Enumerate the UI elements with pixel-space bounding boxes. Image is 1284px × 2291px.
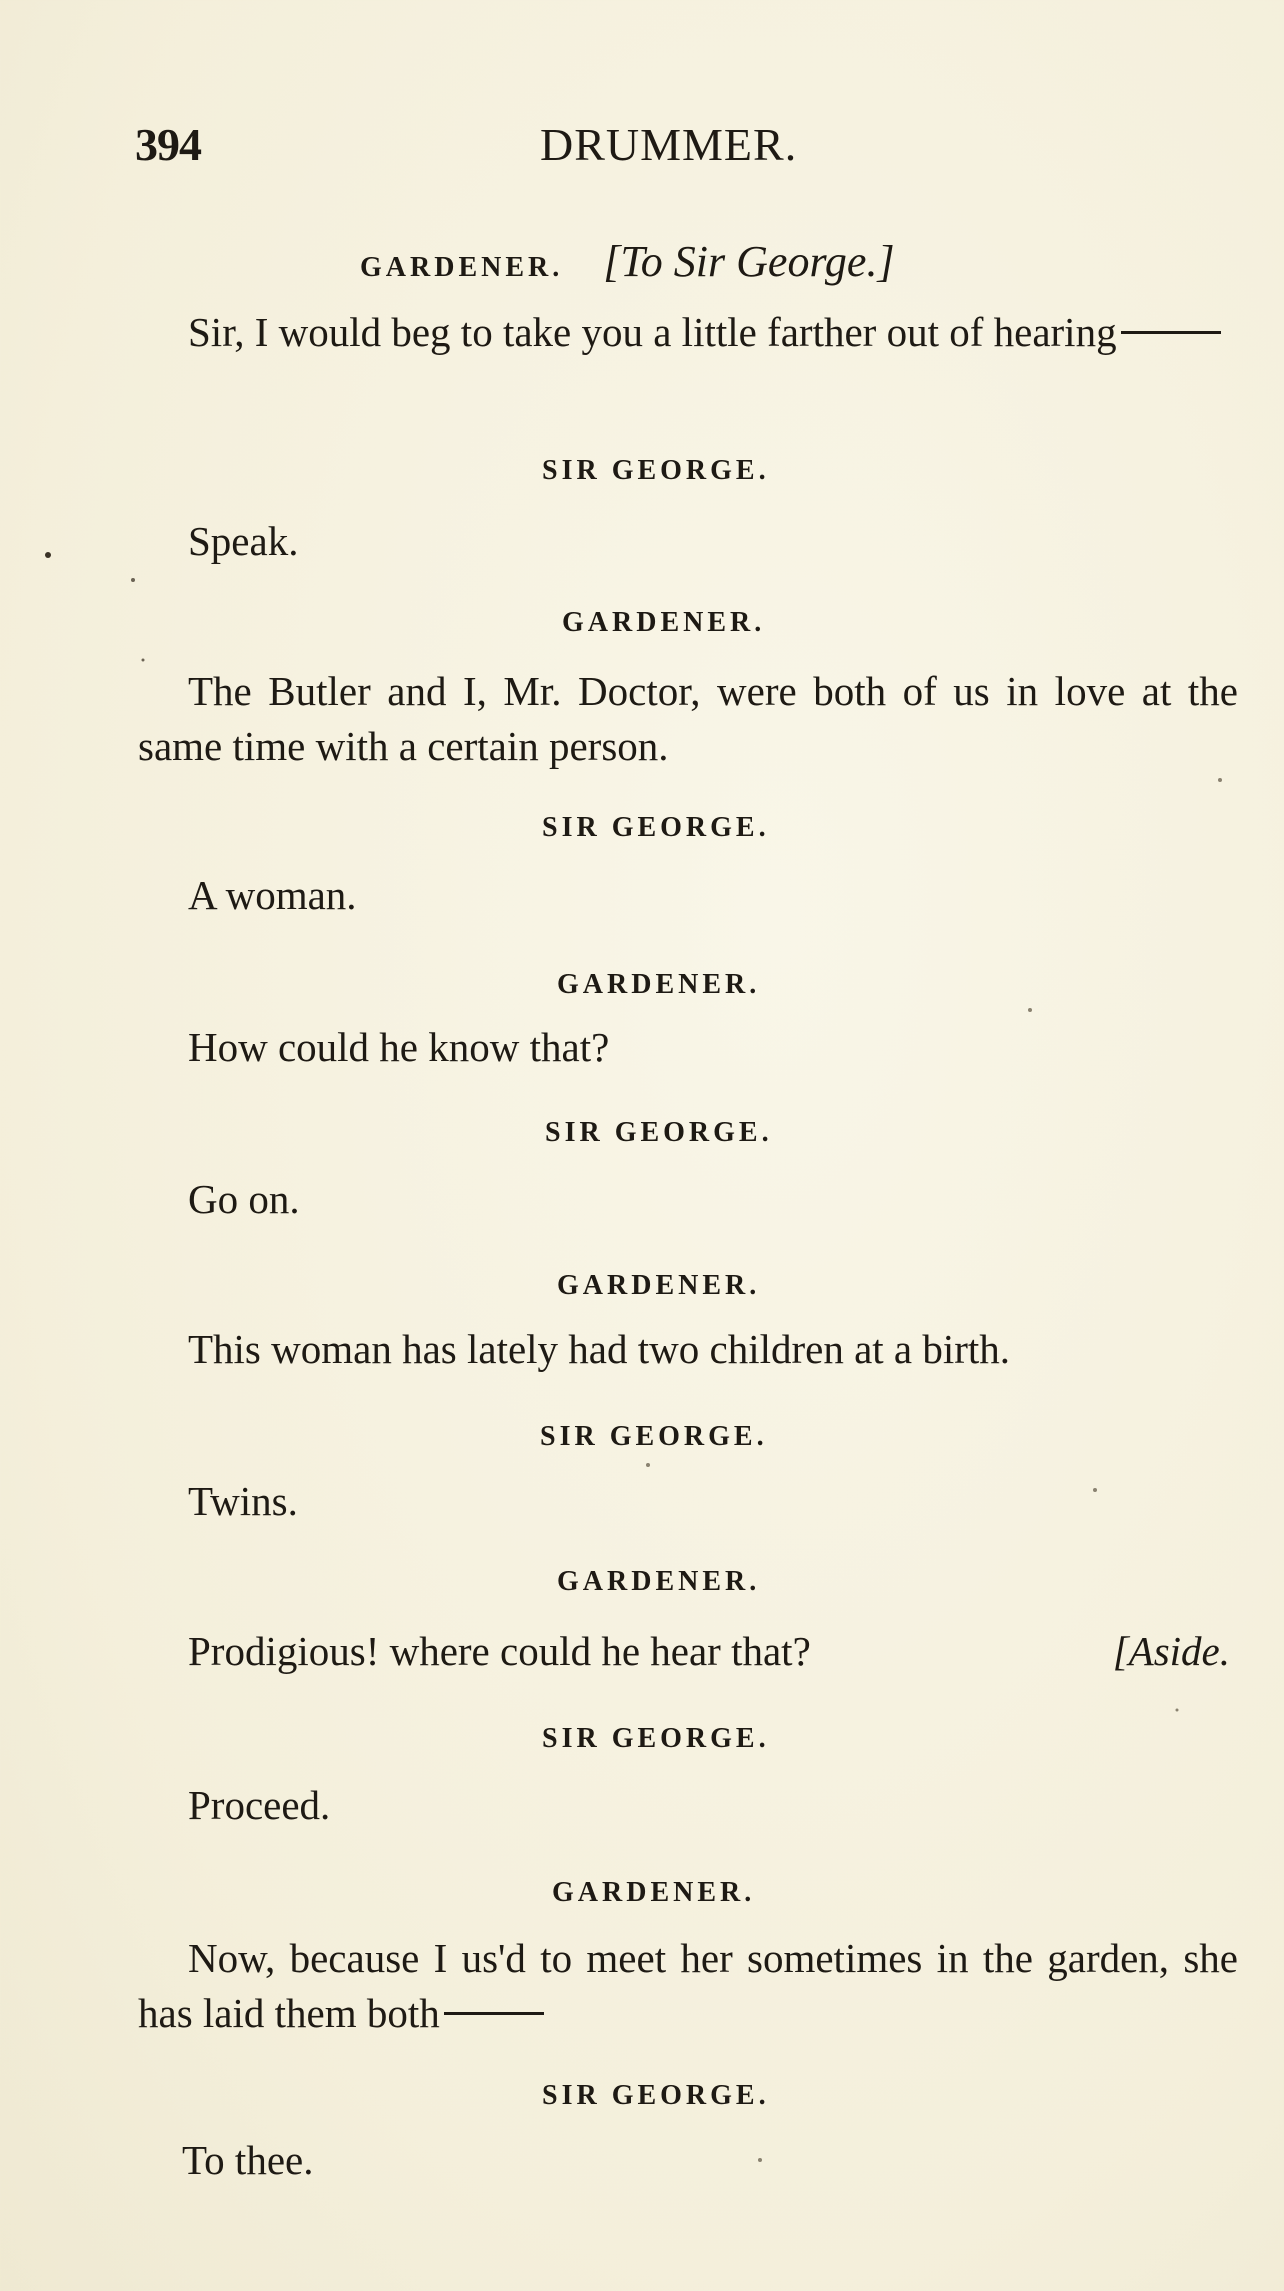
speaker-name: SIR GEORGE. xyxy=(542,455,770,486)
speech-text: This woman has lately had two children at a birth. xyxy=(188,1326,1011,1372)
em-dash xyxy=(444,2012,544,2015)
speaker-name: GARDENER. xyxy=(360,252,564,283)
aside-direction: [Aside. xyxy=(1112,1628,1230,1674)
speech-line: Prodigious! where could he hear that? xyxy=(188,1628,811,1674)
speaker-name: GARDENER. xyxy=(557,1566,761,1597)
speech-line: Now, because I us'd to meet her sometimes in the garden, she has laid them both xyxy=(138,1935,1238,2036)
speech-text: To thee. xyxy=(182,2137,314,2183)
speech-text: How could he know that? xyxy=(188,1024,610,1070)
speaker-name: GARDENER. xyxy=(557,1270,761,1301)
speech-text: Twins. xyxy=(188,1478,298,1524)
speech-text: Speak. xyxy=(188,518,299,564)
page-header xyxy=(135,118,1235,188)
speech-line: Sir, I would beg to take you a little farther out of hearing xyxy=(188,309,1117,355)
speaker-name: SIR GEORGE. xyxy=(542,812,770,843)
speaker-name: SIR GEORGE. xyxy=(542,2080,770,2111)
speech-text: A woman. xyxy=(188,872,357,918)
speaker-name: GARDENER. xyxy=(552,1877,756,1908)
speech-text: Go on. xyxy=(188,1176,300,1222)
speaker-name: SIR GEORGE. xyxy=(542,1723,770,1754)
speaker-heading xyxy=(360,236,895,287)
page-number: 394 xyxy=(135,119,201,170)
stage-direction: [To Sir George.] xyxy=(603,237,895,286)
running-title: DRUMMER. xyxy=(540,119,798,170)
speaker-name: GARDENER. xyxy=(557,969,761,1000)
speech-text xyxy=(188,1624,1230,1679)
speaker-name: GARDENER. xyxy=(562,607,766,638)
speech-text: The Butler and I, Mr. Doctor, were both of us in love at the same time with a certain person. xyxy=(138,668,1238,769)
speech-text xyxy=(138,305,1238,360)
speech-text xyxy=(138,1931,1238,2041)
em-dash xyxy=(1121,331,1221,334)
speaker-name: SIR GEORGE. xyxy=(545,1117,773,1148)
speech-text: Proceed. xyxy=(188,1782,331,1828)
speaker-name: SIR GEORGE. xyxy=(540,1421,768,1452)
